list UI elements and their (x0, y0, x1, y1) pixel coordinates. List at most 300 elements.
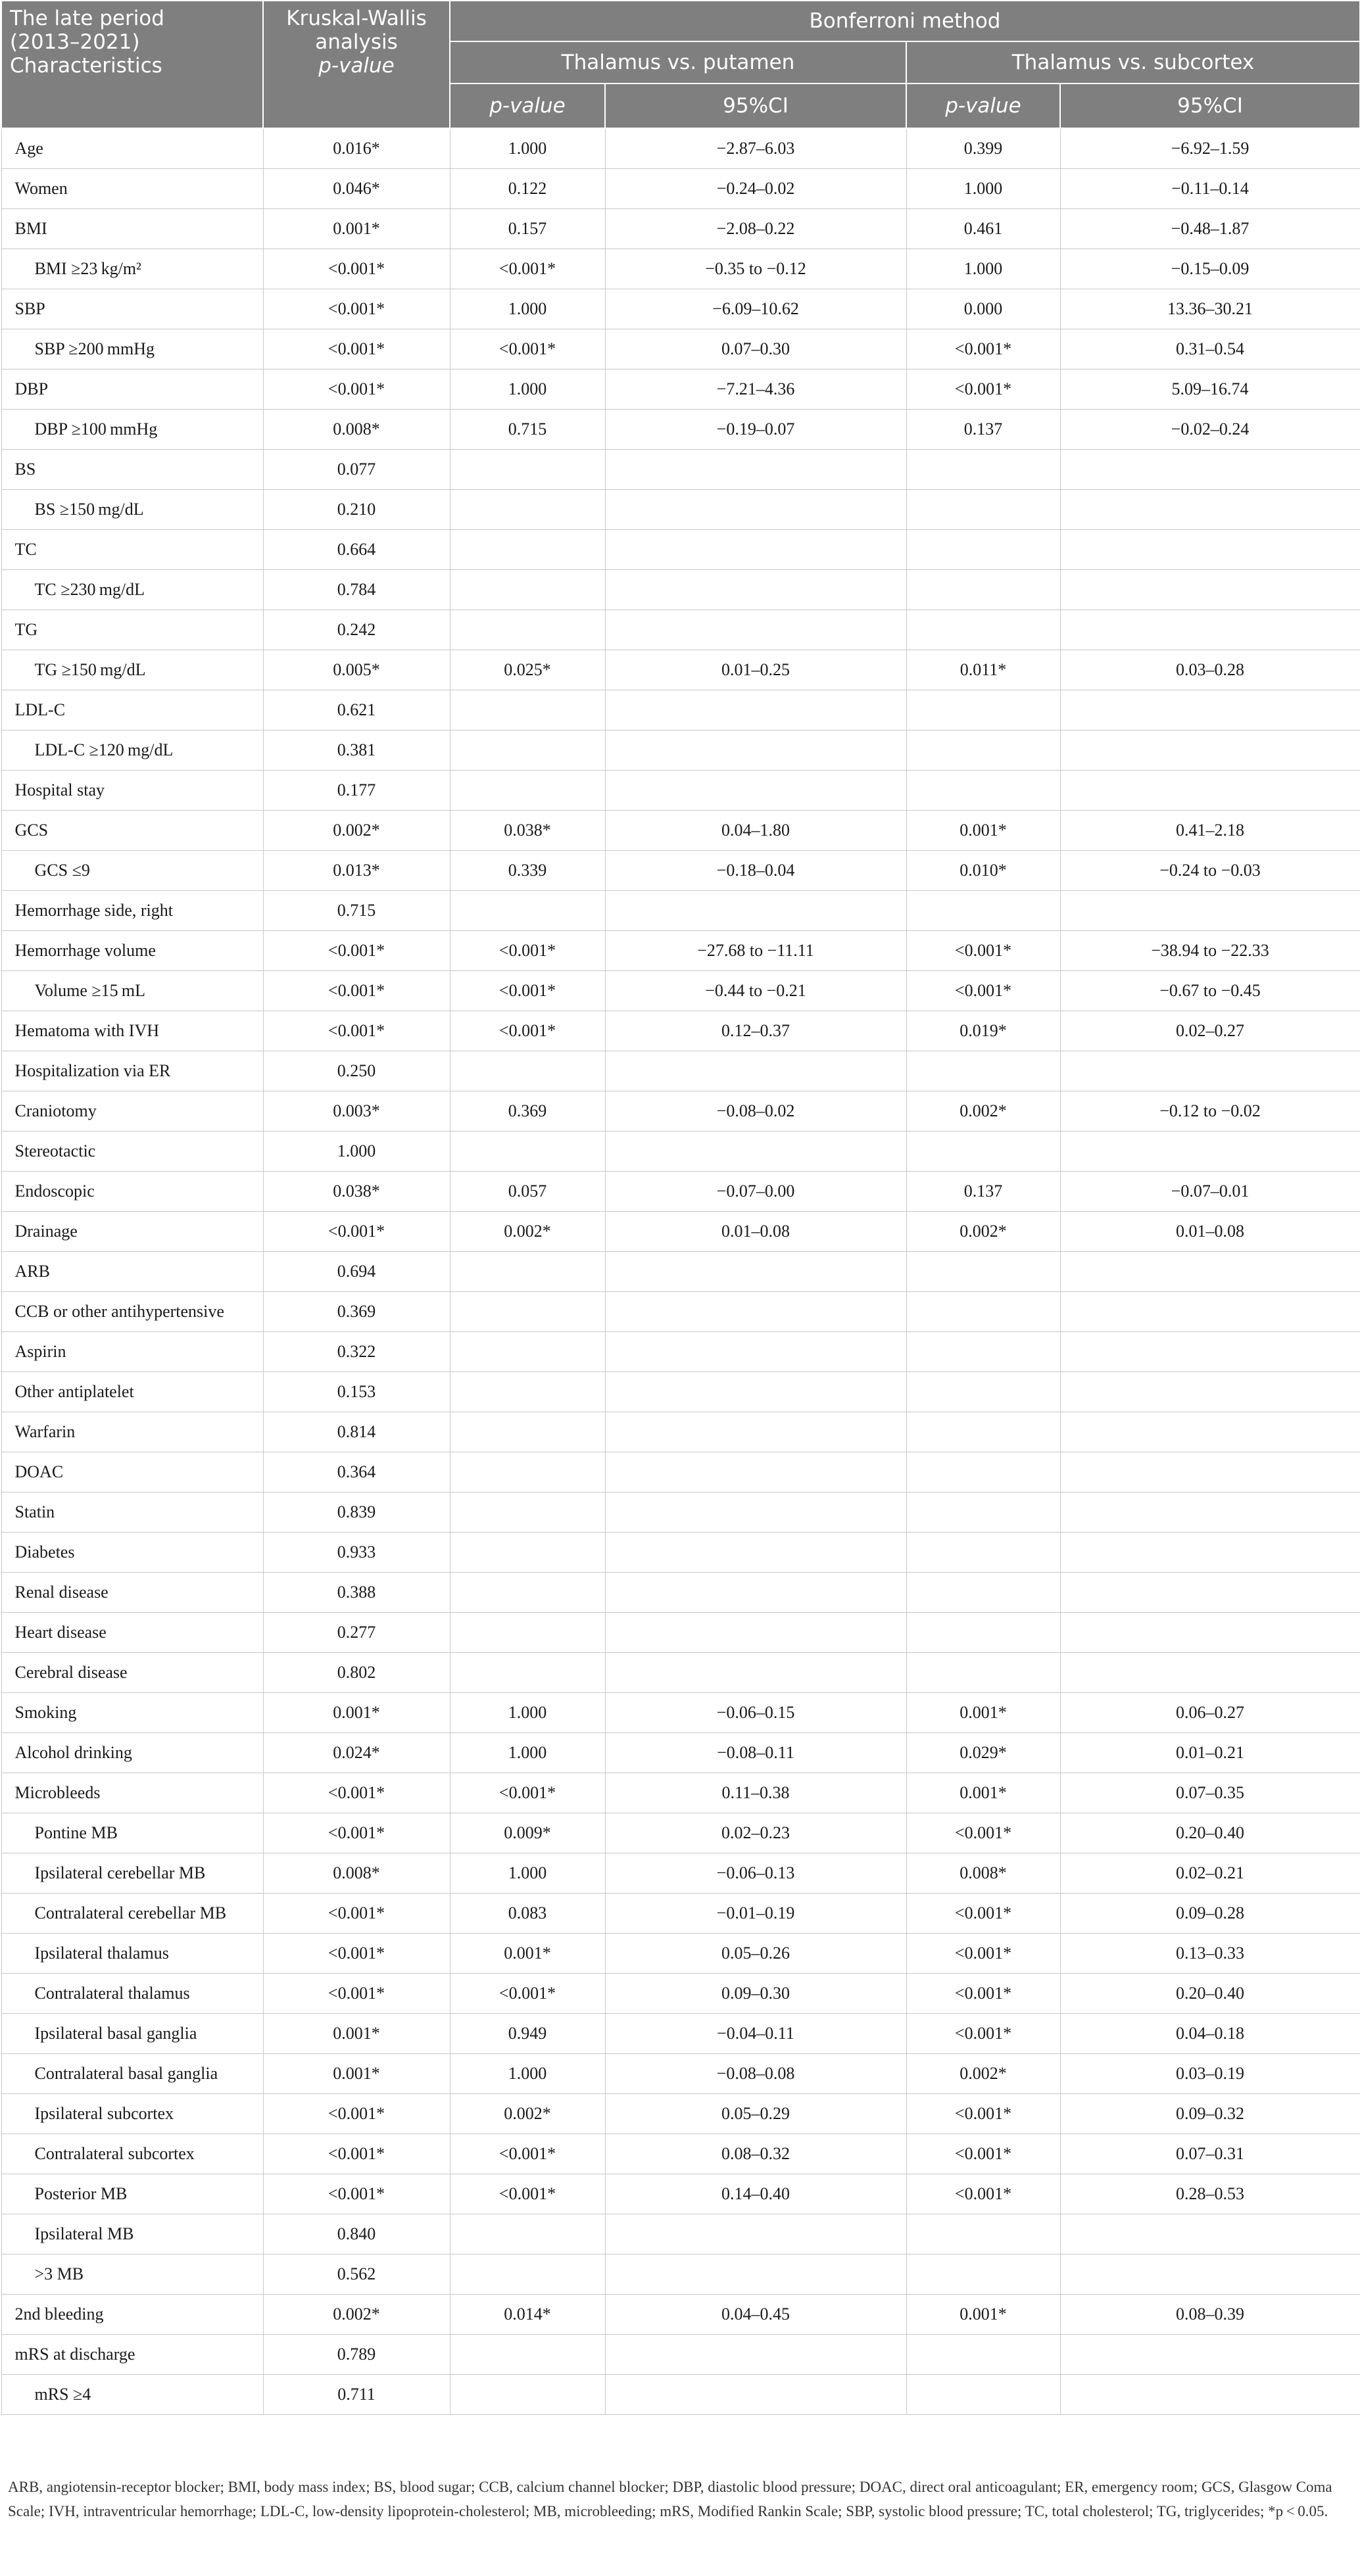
row-putamen-pvalue: 0.002* (450, 1212, 605, 1252)
row-kw-pvalue: <0.001* (263, 1011, 450, 1051)
row-kw-pvalue: 0.621 (263, 690, 450, 730)
table-footnote: ARB, angiotensin-receptor blocker; BMI, body mass index; BS, blood sugar; CCB, calcium channel blocker; DBP, diastolic blood pressure; DOAC, direct oral anticoagulant; ER, emergency room; GCS, Glasgow Coma Scale; IVH, intraventricular hemorrhage; LDL-C, low-density lipoprotein-cholesterol; MB, microbleeding; mRS, Modified Rankin Scale; SBP, systolic blood pressure; TC, total cholesterol; TG, triglycerides; *p < 0.05. (8, 2479, 1332, 2519)
row-putamen-pvalue: <0.001* (450, 329, 605, 370)
row-subcortex-pvalue: 0.001* (906, 2295, 1060, 2335)
row-putamen-ci: 0.04–0.45 (605, 2295, 906, 2335)
table-row (1, 891, 1360, 931)
table-body (1, 128, 1360, 2415)
row-kw-pvalue: 0.802 (263, 1653, 450, 1693)
row-characteristic: Ipsilateral MB (1, 2214, 263, 2254)
row-kw-pvalue: <0.001* (263, 971, 450, 1011)
row-putamen-ci: 0.08–0.32 (605, 2134, 906, 2174)
row-characteristic: Contralateral basal ganglia (1, 2054, 263, 2094)
row-putamen-ci: −0.06–0.13 (605, 1853, 906, 1894)
row-putamen-ci: 0.12–0.37 (605, 1011, 906, 1051)
table-row (1, 1212, 1360, 1252)
row-subcortex-ci: −0.12 to −0.02 (1060, 1091, 1360, 1132)
table-row (1, 1653, 1360, 1693)
row-characteristic: GCS ≤9 (1, 851, 263, 891)
row-subcortex-ci (1060, 1533, 1360, 1573)
table-row (1, 2254, 1360, 2295)
row-subcortex-ci: −38.94 to −22.33 (1060, 931, 1360, 971)
row-subcortex-ci (1060, 610, 1360, 650)
row-putamen-ci (605, 1533, 906, 1573)
row-subcortex-pvalue: 0.461 (906, 209, 1060, 249)
row-kw-pvalue: 0.839 (263, 1492, 450, 1533)
row-putamen-ci: −27.68 to −11.11 (605, 931, 906, 971)
row-characteristic: Contralateral cerebellar MB (1, 1894, 263, 1934)
row-kw-pvalue: 0.814 (263, 1412, 450, 1452)
row-characteristic: TG ≥150 mg/dL (1, 650, 263, 690)
row-putamen-ci: −0.06–0.15 (605, 1693, 906, 1733)
row-characteristic: LDL-C (1, 690, 263, 730)
row-putamen-ci (605, 1452, 906, 1492)
row-subcortex-ci: −0.02–0.24 (1060, 410, 1360, 450)
row-putamen-pvalue (450, 690, 605, 730)
row-subcortex-ci: 0.01–0.08 (1060, 1212, 1360, 1252)
row-subcortex-pvalue: 0.002* (906, 2054, 1060, 2094)
row-putamen-pvalue: <0.001* (450, 2174, 605, 2214)
row-putamen-ci (605, 891, 906, 931)
row-subcortex-ci: 13.36–30.21 (1060, 289, 1360, 329)
row-putamen-pvalue (450, 1412, 605, 1452)
row-subcortex-pvalue (906, 1653, 1060, 1693)
row-putamen-ci (605, 1132, 906, 1172)
table-row (1, 249, 1360, 289)
row-putamen-pvalue (450, 891, 605, 931)
table-row (1, 289, 1360, 329)
row-putamen-pvalue: 1.000 (450, 1853, 605, 1894)
table-row (1, 1613, 1360, 1653)
row-characteristic: BMI (1, 209, 263, 249)
row-subcortex-ci: 0.20–0.40 (1060, 1974, 1360, 2014)
row-subcortex-ci (1060, 2254, 1360, 2295)
row-putamen-pvalue (450, 1492, 605, 1533)
row-kw-pvalue: 0.001* (263, 2054, 450, 2094)
table-row (1, 1974, 1360, 2014)
row-subcortex-ci: −0.15–0.09 (1060, 249, 1360, 289)
row-subcortex-pvalue (906, 1252, 1060, 1292)
table-row (1, 2094, 1360, 2134)
row-putamen-pvalue (450, 2375, 605, 2415)
row-putamen-pvalue (450, 730, 605, 771)
row-subcortex-ci: −0.24 to −0.03 (1060, 851, 1360, 891)
row-putamen-ci: −2.87–6.03 (605, 128, 906, 169)
row-putamen-ci: 0.09–0.30 (605, 1974, 906, 2014)
row-characteristic: TC (1, 530, 263, 570)
row-kw-pvalue: 0.364 (263, 1452, 450, 1492)
table-row (1, 530, 1360, 570)
table-row (1, 2054, 1360, 2094)
row-characteristic: Hematoma with IVH (1, 1011, 263, 1051)
row-characteristic: Hemorrhage side, right (1, 891, 263, 931)
row-subcortex-ci: 0.03–0.28 (1060, 650, 1360, 690)
row-putamen-pvalue (450, 530, 605, 570)
row-putamen-pvalue (450, 490, 605, 530)
row-characteristic: GCS (1, 811, 263, 851)
table-row (1, 1292, 1360, 1332)
row-kw-pvalue: 0.381 (263, 730, 450, 771)
row-putamen-ci: 0.01–0.25 (605, 650, 906, 690)
row-kw-pvalue: 0.008* (263, 1853, 450, 1894)
row-kw-pvalue: 1.000 (263, 1132, 450, 1172)
row-kw-pvalue: 0.013* (263, 851, 450, 891)
row-kw-pvalue: <0.001* (263, 1813, 450, 1853)
row-characteristic: Hospitalization via ER (1, 1051, 263, 1091)
row-subcortex-ci: 0.09–0.28 (1060, 1894, 1360, 1934)
table-row (1, 1492, 1360, 1533)
row-subcortex-pvalue: <0.001* (906, 370, 1060, 410)
row-characteristic: Warfarin (1, 1412, 263, 1452)
row-subcortex-pvalue (906, 1452, 1060, 1492)
row-characteristic: Ipsilateral thalamus (1, 1934, 263, 1974)
header-ci-subcortex: 95%CI (1060, 83, 1360, 128)
row-kw-pvalue: 0.003* (263, 1091, 450, 1132)
row-putamen-ci (605, 2335, 906, 2375)
row-putamen-ci (605, 1573, 906, 1613)
row-subcortex-pvalue (906, 1492, 1060, 1533)
row-characteristic: Cerebral disease (1, 1653, 263, 1693)
row-kw-pvalue: 0.715 (263, 891, 450, 931)
row-putamen-ci: −0.44 to −0.21 (605, 971, 906, 1011)
row-kw-pvalue: 0.242 (263, 610, 450, 650)
row-subcortex-pvalue: 0.002* (906, 1212, 1060, 1252)
row-kw-pvalue: 0.840 (263, 2214, 450, 2254)
row-putamen-pvalue (450, 570, 605, 610)
row-kw-pvalue: 0.002* (263, 2295, 450, 2335)
row-characteristic: Hemorrhage volume (1, 931, 263, 971)
row-putamen-ci (605, 450, 906, 490)
row-putamen-ci (605, 1412, 906, 1452)
row-subcortex-pvalue (906, 730, 1060, 771)
row-putamen-pvalue (450, 1372, 605, 1412)
row-subcortex-ci: 0.09–0.32 (1060, 2094, 1360, 2134)
table-row (1, 2134, 1360, 2174)
row-characteristic: Drainage (1, 1212, 263, 1252)
header-kw-line-2: analysis (315, 30, 398, 54)
row-kw-pvalue: <0.001* (263, 1894, 450, 1934)
row-subcortex-pvalue (906, 570, 1060, 610)
row-kw-pvalue: <0.001* (263, 1212, 450, 1252)
table-row (1, 1132, 1360, 1172)
row-putamen-pvalue (450, 2254, 605, 2295)
table-row (1, 1172, 1360, 1212)
row-characteristic: BS ≥150 mg/dL (1, 490, 263, 530)
row-subcortex-ci: −0.67 to −0.45 (1060, 971, 1360, 1011)
row-subcortex-ci (1060, 1051, 1360, 1091)
table-header (1, 1, 1360, 128)
row-putamen-ci: −0.35 to −0.12 (605, 249, 906, 289)
row-characteristic: SBP (1, 289, 263, 329)
row-putamen-ci: 0.14–0.40 (605, 2174, 906, 2214)
row-kw-pvalue: 0.369 (263, 1292, 450, 1332)
row-putamen-pvalue: 0.025* (450, 650, 605, 690)
table-row (1, 1853, 1360, 1894)
row-putamen-pvalue: 0.122 (450, 169, 605, 209)
row-putamen-pvalue: <0.001* (450, 2134, 605, 2174)
row-subcortex-pvalue (906, 1132, 1060, 1172)
row-putamen-pvalue: <0.001* (450, 1974, 605, 2014)
row-kw-pvalue: 0.664 (263, 530, 450, 570)
row-kw-pvalue: <0.001* (263, 1773, 450, 1813)
row-characteristic: Aspirin (1, 1332, 263, 1372)
table-row (1, 1332, 1360, 1372)
row-putamen-ci (605, 570, 906, 610)
row-putamen-ci: −0.19–0.07 (605, 410, 906, 450)
row-putamen-pvalue (450, 1252, 605, 1292)
row-characteristic: BS (1, 450, 263, 490)
row-subcortex-pvalue (906, 1573, 1060, 1613)
row-putamen-pvalue (450, 610, 605, 650)
row-kw-pvalue: <0.001* (263, 370, 450, 410)
row-subcortex-ci (1060, 1252, 1360, 1292)
row-putamen-ci: −0.07–0.00 (605, 1172, 906, 1212)
table-row (1, 1533, 1360, 1573)
table-row (1, 2214, 1360, 2254)
row-subcortex-pvalue: <0.001* (906, 329, 1060, 370)
row-putamen-pvalue: 0.002* (450, 2094, 605, 2134)
row-kw-pvalue: <0.001* (263, 1934, 450, 1974)
row-characteristic: Contralateral thalamus (1, 1974, 263, 2014)
row-characteristic: Statin (1, 1492, 263, 1533)
row-putamen-pvalue: 1.000 (450, 128, 605, 169)
row-characteristic: Alcohol drinking (1, 1733, 263, 1773)
row-kw-pvalue: 0.001* (263, 1693, 450, 1733)
row-putamen-pvalue: <0.001* (450, 249, 605, 289)
row-characteristic: Age (1, 128, 263, 169)
row-putamen-pvalue (450, 1613, 605, 1653)
header-pvalue-subcortex: p-value (906, 83, 1060, 128)
row-putamen-ci: 0.05–0.29 (605, 2094, 906, 2134)
row-kw-pvalue: <0.001* (263, 1974, 450, 2014)
row-subcortex-pvalue (906, 530, 1060, 570)
header-kruskal-wallis (263, 1, 450, 128)
row-subcortex-ci (1060, 730, 1360, 771)
row-putamen-pvalue (450, 1573, 605, 1613)
row-putamen-pvalue (450, 1653, 605, 1693)
row-kw-pvalue: 0.016* (263, 128, 450, 169)
row-putamen-ci (605, 1332, 906, 1372)
row-subcortex-ci (1060, 490, 1360, 530)
row-subcortex-pvalue: 0.010* (906, 851, 1060, 891)
table-row (1, 610, 1360, 650)
row-characteristic: Volume ≥15 mL (1, 971, 263, 1011)
row-kw-pvalue: 0.001* (263, 209, 450, 249)
row-characteristic: TC ≥230 mg/dL (1, 570, 263, 610)
row-characteristic: Pontine MB (1, 1813, 263, 1853)
row-subcortex-pvalue: 0.000 (906, 289, 1060, 329)
row-putamen-ci (605, 1051, 906, 1091)
row-putamen-pvalue: 1.000 (450, 370, 605, 410)
row-characteristic: Ipsilateral basal ganglia (1, 2014, 263, 2054)
row-putamen-pvalue (450, 1132, 605, 1172)
row-putamen-ci (605, 1372, 906, 1412)
row-kw-pvalue: <0.001* (263, 329, 450, 370)
header-pvalue-putamen: p-value (450, 83, 605, 128)
row-kw-pvalue: 0.153 (263, 1372, 450, 1412)
row-subcortex-ci: 0.41–2.18 (1060, 811, 1360, 851)
table-row (1, 209, 1360, 249)
row-subcortex-pvalue: 0.002* (906, 1091, 1060, 1132)
row-subcortex-ci (1060, 771, 1360, 811)
row-subcortex-pvalue (906, 1613, 1060, 1653)
row-subcortex-pvalue: 0.001* (906, 1773, 1060, 1813)
row-putamen-pvalue: <0.001* (450, 1011, 605, 1051)
row-subcortex-ci: 0.02–0.21 (1060, 1853, 1360, 1894)
table-row (1, 1452, 1360, 1492)
row-subcortex-ci: −0.48–1.87 (1060, 209, 1360, 249)
table-row (1, 971, 1360, 1011)
row-putamen-ci: −0.01–0.19 (605, 1894, 906, 1934)
row-putamen-pvalue (450, 1332, 605, 1372)
row-kw-pvalue: <0.001* (263, 2134, 450, 2174)
table-row (1, 851, 1360, 891)
row-putamen-pvalue: <0.001* (450, 931, 605, 971)
row-subcortex-pvalue (906, 1332, 1060, 1372)
row-putamen-ci: −0.18–0.04 (605, 851, 906, 891)
row-kw-pvalue: <0.001* (263, 2174, 450, 2214)
row-subcortex-ci: 0.02–0.27 (1060, 1011, 1360, 1051)
row-putamen-ci: 0.07–0.30 (605, 329, 906, 370)
table-row (1, 2335, 1360, 2375)
row-putamen-pvalue (450, 2335, 605, 2375)
row-putamen-pvalue: 0.715 (450, 410, 605, 450)
row-subcortex-pvalue (906, 891, 1060, 931)
row-kw-pvalue: <0.001* (263, 931, 450, 971)
table-row (1, 690, 1360, 730)
table-row (1, 169, 1360, 209)
table-row (1, 490, 1360, 530)
table-row (1, 811, 1360, 851)
table-row (1, 2295, 1360, 2335)
table-row (1, 1773, 1360, 1813)
row-subcortex-ci: 0.28–0.53 (1060, 2174, 1360, 2214)
row-kw-pvalue: <0.001* (263, 289, 450, 329)
table-row (1, 771, 1360, 811)
row-putamen-pvalue: 0.001* (450, 1934, 605, 1974)
row-subcortex-ci (1060, 1613, 1360, 1653)
row-putamen-ci: 0.05–0.26 (605, 1934, 906, 1974)
row-subcortex-pvalue (906, 2335, 1060, 2375)
row-subcortex-pvalue (906, 1412, 1060, 1452)
header-characteristics (1, 1, 263, 128)
row-putamen-ci (605, 490, 906, 530)
row-putamen-pvalue (450, 1452, 605, 1492)
row-kw-pvalue: <0.001* (263, 249, 450, 289)
row-characteristic: 2nd bleeding (1, 2295, 263, 2335)
row-characteristic: Ipsilateral cerebellar MB (1, 1853, 263, 1894)
row-putamen-pvalue (450, 1292, 605, 1332)
row-subcortex-ci (1060, 1653, 1360, 1693)
row-subcortex-pvalue: <0.001* (906, 1894, 1060, 1934)
row-putamen-pvalue: 1.000 (450, 289, 605, 329)
row-subcortex-pvalue: 1.000 (906, 249, 1060, 289)
row-subcortex-ci (1060, 2214, 1360, 2254)
row-subcortex-pvalue (906, 1533, 1060, 1573)
row-subcortex-pvalue (906, 490, 1060, 530)
row-putamen-ci (605, 530, 906, 570)
row-characteristic: mRS at discharge (1, 2335, 263, 2375)
header-thalamus-vs-subcortex: Thalamus vs. subcortex (906, 41, 1360, 83)
table-row (1, 1372, 1360, 1412)
row-putamen-pvalue: 1.000 (450, 1693, 605, 1733)
row-characteristic: CCB or other antihypertensive (1, 1292, 263, 1332)
row-subcortex-ci (1060, 530, 1360, 570)
row-putamen-ci (605, 610, 906, 650)
row-subcortex-ci: 0.01–0.21 (1060, 1733, 1360, 1773)
row-subcortex-ci: 0.07–0.31 (1060, 2134, 1360, 2174)
row-subcortex-pvalue: 0.001* (906, 1693, 1060, 1733)
row-putamen-ci: 0.01–0.08 (605, 1212, 906, 1252)
row-subcortex-ci (1060, 1412, 1360, 1452)
row-characteristic: Women (1, 169, 263, 209)
row-putamen-pvalue: 0.014* (450, 2295, 605, 2335)
row-characteristic: DBP ≥100 mmHg (1, 410, 263, 450)
row-kw-pvalue: 0.711 (263, 2375, 450, 2415)
table-row (1, 1051, 1360, 1091)
row-subcortex-pvalue: <0.001* (906, 1934, 1060, 1974)
row-subcortex-ci: 0.13–0.33 (1060, 1934, 1360, 1974)
row-putamen-ci (605, 1492, 906, 1533)
row-putamen-pvalue (450, 1051, 605, 1091)
row-subcortex-ci (1060, 1573, 1360, 1613)
row-subcortex-pvalue: 0.137 (906, 1172, 1060, 1212)
row-subcortex-ci: 0.07–0.35 (1060, 1773, 1360, 1813)
row-putamen-ci (605, 1653, 906, 1693)
header-characteristics-line-1: The late period (10, 7, 164, 30)
row-characteristic: >3 MB (1, 2254, 263, 2295)
row-characteristic: TG (1, 610, 263, 650)
row-subcortex-ci: 0.04–0.18 (1060, 2014, 1360, 2054)
row-subcortex-pvalue: 0.029* (906, 1733, 1060, 1773)
row-kw-pvalue: 0.001* (263, 2014, 450, 2054)
header-bonferroni: Bonferroni method (450, 1, 1360, 41)
row-subcortex-ci: −0.11–0.14 (1060, 169, 1360, 209)
row-subcortex-ci (1060, 1492, 1360, 1533)
row-subcortex-ci: 0.31–0.54 (1060, 329, 1360, 370)
table-row (1, 1252, 1360, 1292)
table-row (1, 2375, 1360, 2415)
row-kw-pvalue: 0.210 (263, 490, 450, 530)
table-row (1, 450, 1360, 490)
row-characteristic: Renal disease (1, 1573, 263, 1613)
row-subcortex-ci (1060, 1132, 1360, 1172)
row-subcortex-pvalue: <0.001* (906, 2174, 1060, 2214)
header-characteristics-line-3: Characteristics (10, 54, 162, 78)
table-row (1, 329, 1360, 370)
row-putamen-pvalue: 0.157 (450, 209, 605, 249)
row-characteristic: Heart disease (1, 1613, 263, 1653)
table-row (1, 370, 1360, 410)
row-putamen-ci: −0.08–0.11 (605, 1733, 906, 1773)
row-subcortex-ci (1060, 2335, 1360, 2375)
row-kw-pvalue: 0.250 (263, 1051, 450, 1091)
row-subcortex-pvalue (906, 771, 1060, 811)
row-putamen-ci: 0.11–0.38 (605, 1773, 906, 1813)
row-characteristic: DOAC (1, 1452, 263, 1492)
row-characteristic: Hospital stay (1, 771, 263, 811)
row-kw-pvalue: 0.002* (263, 811, 450, 851)
row-subcortex-pvalue (906, 690, 1060, 730)
row-subcortex-pvalue (906, 2375, 1060, 2415)
row-subcortex-pvalue (906, 610, 1060, 650)
row-kw-pvalue: 0.694 (263, 1252, 450, 1292)
row-subcortex-pvalue: <0.001* (906, 931, 1060, 971)
row-putamen-pvalue: 0.057 (450, 1172, 605, 1212)
row-subcortex-pvalue: <0.001* (906, 971, 1060, 1011)
row-characteristic: Smoking (1, 1693, 263, 1733)
row-putamen-pvalue: 0.949 (450, 2014, 605, 2054)
